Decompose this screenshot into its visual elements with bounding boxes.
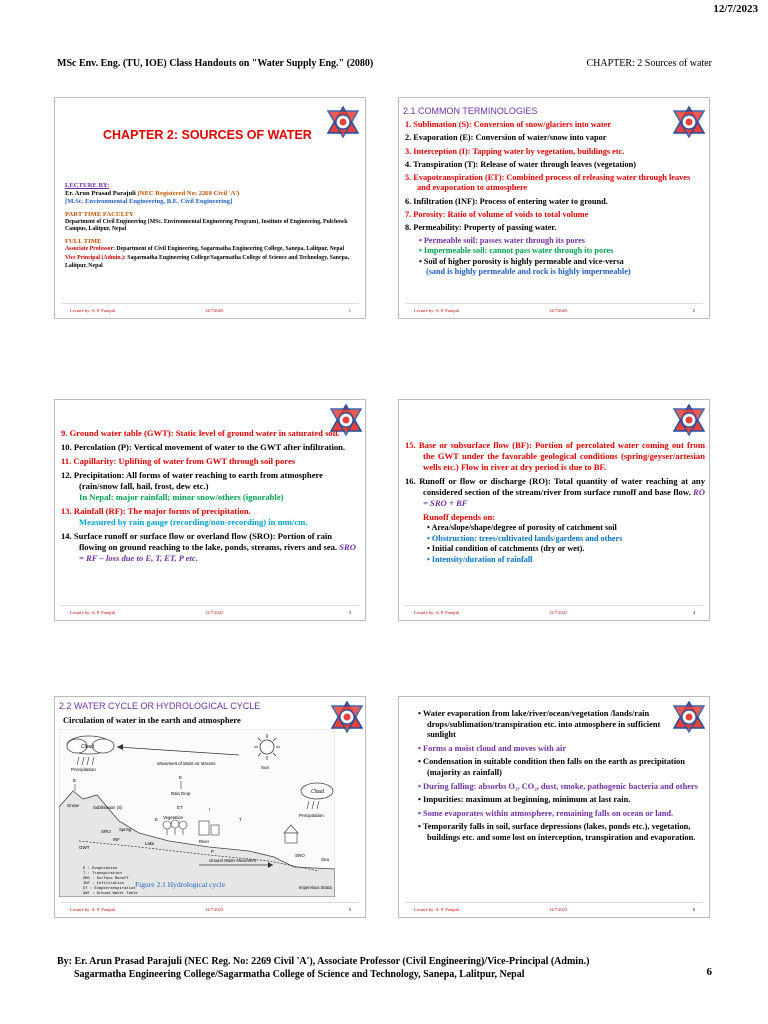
sro-formula: SRO = RF – loss due to E, T, ET, P etc. bbox=[79, 542, 356, 563]
bullet-permeable: • Permeable soil: passes water through its pores bbox=[419, 235, 585, 245]
svg-text:River: River bbox=[199, 839, 210, 844]
slide-1-title: CHAPTER 2: SOURCES OF WATER bbox=[103, 128, 312, 142]
term-evapotranspiration: 5. Evapotranspiration (ET): Combined process of releasing water through leaves and evaporation to atmosphere bbox=[405, 173, 691, 193]
hydrological-cycle-diagram bbox=[59, 729, 335, 897]
cycle-bullet-falling: • During falling: absorbs O₂, CO₂, dust, smoke, pathogenic bacteria and others bbox=[418, 781, 698, 791]
term-permeability: 8. Permeability: Property of passing water. bbox=[405, 223, 557, 233]
slide-number: 5 bbox=[348, 907, 351, 912]
header-chapter: CHAPTER: 2 Sources of water bbox=[586, 58, 712, 69]
slide-footer-date: 12/7/2023 bbox=[549, 610, 568, 615]
slide-5-heading: 2.2 WATER CYCLE OR HYDROLOGICAL CYCLE bbox=[59, 701, 261, 711]
term-transpiration: 4. Transpiration (T): Release of water through leaves (vegetation) bbox=[405, 159, 636, 169]
svg-text:Vegetation: Vegetation bbox=[163, 815, 184, 820]
slide-number: 2 bbox=[692, 308, 695, 313]
term-capillarity: 11. Capillarity: Uplifting of water from GWT through soil pores bbox=[61, 456, 296, 466]
svg-text:Snow: Snow bbox=[67, 804, 79, 809]
slide-footer-date: 12/7/2023 bbox=[549, 308, 568, 313]
part-time-desc: Department of Civil Engineering (MSc. Environmental Engineering Program), Institute of Engineering, Pulchowk Campus, Lalitpur, Nepal bbox=[65, 218, 348, 233]
cycle-bullet-impurities: • Impurities: maximum at beginning, minimum at last rain. bbox=[418, 795, 631, 805]
svg-text:T: T bbox=[239, 817, 242, 822]
bullet-porosity: • Soil of higher porosity is highly permeable and vice-versa bbox=[419, 256, 624, 266]
slide-2-heading: 2.1 COMMON TERMINOLOGIES bbox=[403, 106, 538, 116]
term-rainfall: 13. Rainfall (RF): The major forms of precipitation. bbox=[61, 506, 251, 516]
footer-college-line: Sagarmatha Engineering College/Sagarmatha College of Science and Technology, Sanepa, Lalitpur, Nepal bbox=[74, 969, 525, 980]
svg-text:ET : Evapotranspiration: ET : Evapotranspiration bbox=[83, 887, 136, 891]
term-base-flow: 15. Base or subsurface flow (BF): Portion of percolated water coming out from the GWT under the favorable geological conditions (spring/geyser/artesian wells etc.) Flow in river at dry period is due to BF. bbox=[405, 440, 705, 472]
bullet-sand-rock: (sand is highly permeable and rock is highly impermeable) bbox=[426, 267, 631, 277]
slide-footer-lecture: Lecture by: A. P. Parajuli bbox=[70, 907, 116, 912]
svg-text:I: I bbox=[209, 807, 211, 812]
vp-label: Vice Principal (Admin.): bbox=[65, 255, 126, 262]
assoc-desc: Department of Civil Engineering, Sagarmatha Engineering College, Sanepa, Lalitpur, Nepal bbox=[114, 245, 345, 252]
svg-text:GWT: GWT bbox=[79, 845, 90, 850]
svg-text:Spring: Spring bbox=[119, 827, 132, 832]
term-sublimation: 1. Sublimation (S): Conversion of snow/glaciers into water bbox=[405, 120, 612, 129]
slide-2 bbox=[398, 97, 710, 319]
slide-footer-date: 12/7/2023 bbox=[205, 907, 224, 912]
term-infiltration: 6. Infiltration (INF): Process of entering water to ground. bbox=[405, 196, 608, 206]
svg-text:SRO : Surface Runoff: SRO : Surface Runoff bbox=[83, 877, 129, 881]
slide-5 bbox=[54, 696, 366, 918]
depends-obstruction: • Obstruction: trees/cultivated lands/gardens and others bbox=[427, 533, 623, 543]
svg-text:Precipitation: Precipitation bbox=[71, 767, 96, 772]
slide-5-subheading: Circulation of water in the earth and atmosphere bbox=[63, 715, 241, 725]
slide-footer-lecture: Lecture by: A. P. Parajuli bbox=[70, 610, 116, 615]
svg-text:ET: ET bbox=[177, 805, 183, 810]
term-runoff: 16. Runoff or flow or discharge (RO): Total quantity of water reaching at any considered section of the stream/river from surface runoff and base flow. RO = SRO + BF bbox=[405, 476, 705, 508]
slide-4 bbox=[398, 399, 710, 621]
svg-text:E: E bbox=[73, 778, 77, 783]
term-precipitation: 12. Precipitation: All forms of water reaching to earth from atmosphere (rain/snow fall, hail, frost, dew etc.) bbox=[61, 470, 323, 491]
rain-gauge-note: Measured by rain gauge (recording/non-recording) in mm/cm. bbox=[79, 517, 308, 527]
svg-text:Sea: Sea bbox=[321, 857, 330, 862]
nepal-rainfall-note: In Nepal: major rainfall; minor snow/others (ignorable) bbox=[79, 492, 284, 502]
page-date: 12/7/2023 bbox=[713, 3, 758, 15]
college-logo-icon bbox=[673, 404, 705, 436]
footer-author-line: By: Er. Arun Prasad Parajuli (NEC Reg. No: 2269 Civil 'A'), Associate Professor (Civil Engineering)/Vice-Principal (Admin.) bbox=[57, 956, 590, 967]
svg-text:GWT : Ground Water Table: GWT : Ground Water Table bbox=[83, 892, 138, 896]
lecture-by-label: LECTURE BY: bbox=[65, 182, 110, 189]
cycle-bullet-cloud: • Forms a moist cloud and moves with air bbox=[418, 743, 567, 753]
svg-text:INF : Infiltration: INF : Infiltration bbox=[83, 882, 125, 886]
svg-text:Ground Water Movement: Ground Water Movement bbox=[209, 858, 256, 863]
cycle-bullet-condensation: • Condensation in suitable condition then falls on the earth as precipitation (majority as rainfall) bbox=[418, 757, 685, 777]
slide-number: 1 bbox=[348, 308, 351, 313]
nec-reg: (NEC Registered No: 2269 Civil 'A') bbox=[137, 190, 240, 198]
term-porosity: 7. Porosity: Ratio of volume of voids to total volume bbox=[405, 210, 589, 220]
term-gwt: 9. Ground water table (GWT): Static level of ground water in saturated soil. bbox=[61, 428, 340, 438]
slide-number: 4 bbox=[692, 610, 695, 615]
lecturer-name: Er. Arun Prasad Parajuli bbox=[65, 190, 136, 198]
cycle-bullet-temporarily: • Temporarily falls in soil, surface depressions (lakes, ponds etc.), vegetation, buildings etc. and some lost on interception, transpiration and evaporation. bbox=[418, 822, 696, 842]
svg-text:T : Transpiration: T : Transpiration bbox=[83, 872, 122, 876]
svg-text:Lake: Lake bbox=[145, 841, 155, 846]
svg-text:Cloud: Cloud bbox=[311, 789, 325, 795]
vp-desc: Sagarmatha Engineering College/Sagarmatha College of Science and Technology, Sanepa, Lalitpur, Nepal bbox=[65, 255, 350, 269]
slide-footer-date: 12/7/2023 bbox=[549, 907, 568, 912]
svg-text:E : Evaporation: E : Evaporation bbox=[83, 867, 118, 871]
svg-text:INF: INF bbox=[113, 837, 120, 842]
svg-text:SRO: SRO bbox=[295, 853, 305, 858]
slide-number: 6 bbox=[692, 907, 695, 912]
svg-text:SRO: SRO bbox=[101, 829, 111, 834]
page-number: 6 bbox=[706, 966, 712, 978]
svg-text:Cloud: Cloud bbox=[81, 744, 95, 750]
slide-3 bbox=[54, 399, 366, 621]
term-evaporation: 2. Evaporation (E): Conversion of water/snow into vapor bbox=[405, 133, 607, 143]
term-surface-runoff: 14. Surface runoff or surface flow or overland flow (SRO): Portion of rain flowing on ground reaching to the lake, ponds, streams, rivers and sea. SRO = RF – loss due to E, T, ET, P etc. bbox=[61, 531, 356, 563]
figure-caption: Figure 2.1 Hydrological cycle bbox=[135, 880, 225, 889]
depends-area: • Area/slope/shape/degree of porosity of catchment soil bbox=[427, 523, 617, 532]
cycle-bullet-evaporates: • Some evaporates within atmosphere, remaining falls on ocean or land. bbox=[418, 808, 674, 818]
depends-intensity: • Intensity/duration of rainfall bbox=[427, 554, 533, 564]
term-interception: 3. Interception (I): Tapping water by vegetation, buildings etc. bbox=[405, 146, 625, 156]
ro-formula: RO = SRO + BF bbox=[423, 487, 705, 508]
slide-footer-lecture: Lecture by: A. P. Parajuli bbox=[414, 610, 460, 615]
slide-footer-lecture: Lecture by: A. P. Parajuli bbox=[414, 907, 460, 912]
svg-text:E: E bbox=[179, 775, 183, 780]
full-time-label: FULL TIME bbox=[65, 237, 102, 245]
slide-number: 3 bbox=[348, 610, 351, 615]
cycle-bullet-evaporation: • Water evaporation from lake/river/ocean/vegetation /lands/rain drops/sublimation/transpiration etc. into atmosphere in sufficient sunlight bbox=[418, 709, 661, 740]
svg-text:Sun: Sun bbox=[261, 765, 270, 770]
slide-footer-date: 12/7/2023 bbox=[205, 610, 224, 615]
term-percolation: 10. Percolation (P): Vertical movement of water to the GWT after infiltration. bbox=[61, 442, 346, 452]
slide-6 bbox=[398, 696, 710, 918]
runoff-depends-label: Runoff depends on: bbox=[423, 512, 496, 522]
svg-text:Sublimation (S): Sublimation (S) bbox=[93, 805, 123, 810]
slide-footer-date: 12/7/2023 bbox=[205, 308, 224, 313]
slide-1 bbox=[54, 97, 366, 319]
bullet-impermeable: • Impermeable soil: cannot pass water through its pores bbox=[419, 246, 614, 256]
part-time-label: PART TIME FACULTY bbox=[65, 210, 134, 218]
svg-text:Impervious Strata: Impervious Strata bbox=[299, 885, 332, 890]
college-logo-icon bbox=[327, 106, 359, 138]
depends-initial: • Initial condition of catchments (dry or wet). bbox=[427, 544, 585, 553]
lecturer-degree: [M.Sc. Environmental Engineering, B.E. Civil Engineering] bbox=[65, 198, 233, 206]
svg-text:Rain Drop: Rain Drop bbox=[171, 791, 191, 796]
svg-text:E: E bbox=[155, 817, 158, 822]
svg-text:Precipitation: Precipitation bbox=[299, 813, 324, 818]
svg-text:Movement of Moist Air Masses: Movement of Moist Air Masses bbox=[157, 761, 216, 766]
assoc-label: Associate Professor: bbox=[65, 245, 115, 252]
slide-footer-lecture: Lecture by: A. P. Parajuli bbox=[414, 308, 460, 313]
college-logo-icon bbox=[331, 701, 363, 733]
slide-footer-lecture: Lecture by: A. P. Parajuli bbox=[70, 308, 116, 313]
header-course-title: MSc Env. Eng. (TU, IOE) Class Handouts on "Water Supply Eng." (2080) bbox=[57, 58, 374, 69]
svg-text:P: P bbox=[211, 849, 214, 854]
